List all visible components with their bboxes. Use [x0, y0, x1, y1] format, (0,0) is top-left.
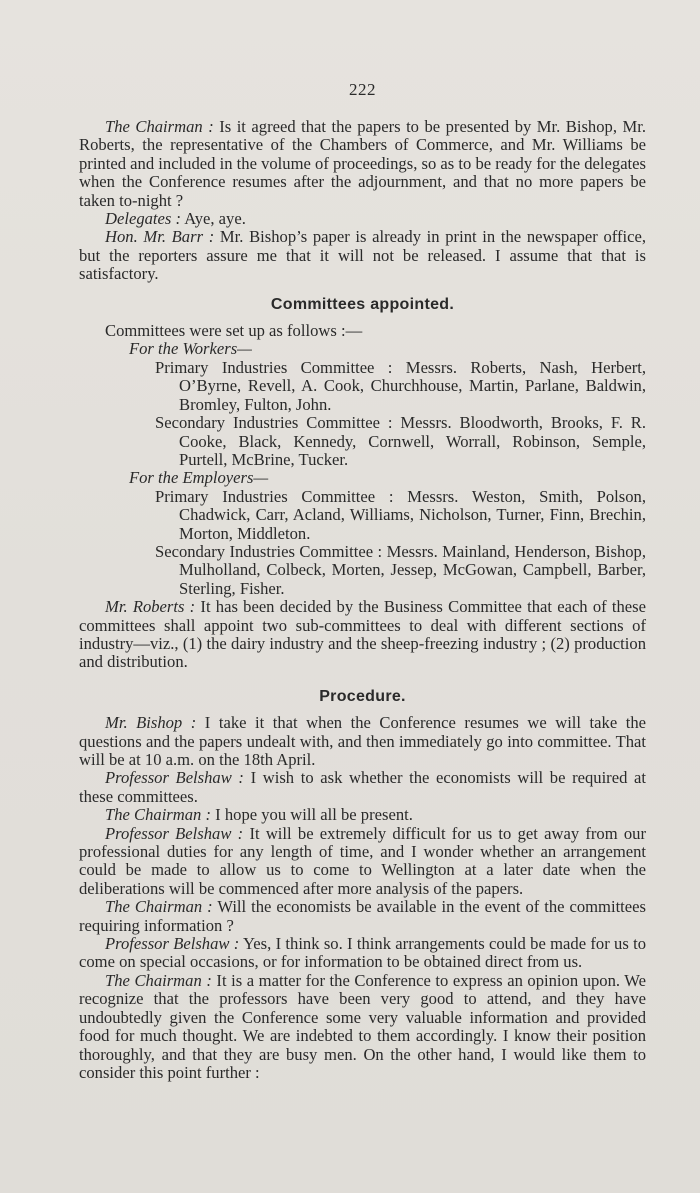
paragraph-chairman-2 — [79, 806, 646, 824]
section-heading-procedure: Procedure. — [319, 687, 406, 705]
page-content — [79, 118, 646, 1082]
speaker: Professor Belshaw : — [105, 823, 244, 843]
page-number: 222 — [349, 80, 376, 99]
employers-primary-committee: Primary Industries Committee : Messrs. Weston, Smith, Polson, Chadwick, Carr, Acland, Williams, Nicholson, Turner, Finn, Brechin, Morton, Middleton. — [155, 486, 646, 543]
paragraph-chairman-1 — [79, 118, 646, 210]
employers-secondary-committee: Secondary Industries Committee : Messrs. Mainland, Henderson, Bishop, Mulholland, Colbeck, Morten, Jessep, McGowan, Campbell, Barber, Sterling, Fisher. — [155, 541, 646, 598]
paragraph-text: It is a matter for the Conference to express an opinion upon. We recognize that the professors have been very good to attend, and they have undoubtedly given the Conference some very valuable information and provided food for much thought. We are indebted to them accordingly. I know their position thoroughly, and that they are busy men. On the other hand, I would like them to consider this point further : — [79, 970, 646, 1082]
workers-secondary-committee: Secondary Industries Committee : Messrs. Bloodworth, Brooks, F. R. Cooke, Black, Kennedy, Cornwell, Worrall, Robinson, Semple, Purtell, McBrine, Tucker. — [155, 413, 646, 469]
paragraph-text: I take it that when the Conference resumes we will take the questions and the papers undealt with, and then immediately go into committee. That will be at 10 a.m. on the 18th April. — [79, 713, 646, 769]
paragraph-belshaw-1 — [79, 769, 646, 806]
paragraph-bishop — [79, 714, 646, 769]
paragraph-chairman-4 — [79, 972, 646, 1082]
paragraph-belshaw-2 — [79, 825, 646, 899]
speaker: Mr. Roberts : — [105, 597, 196, 617]
section-heading-committees: Committees appointed. — [270, 295, 455, 313]
paragraph-chairman-3 — [79, 898, 646, 935]
employers-title: For the Employers— — [129, 468, 269, 488]
speaker: Professor Belshaw : — [105, 768, 244, 788]
committees-intro: Committees were set up as follows :— — [105, 321, 363, 341]
speaker: Hon. Mr. Barr : — [105, 227, 215, 247]
speaker: The Chairman : — [105, 805, 212, 825]
paragraph-text: Mr. Bishop’s paper is already in print in the newspaper office, but the reporters assure me that it will not be released. I assume that that is satisfactory. — [79, 227, 646, 284]
paragraph-text: It will be extremely difficult for us to get away from our professional duties for any length of time, and I wonder whether an arrangement could be made to allow us to come to Wellington at a later date when the deliberations will be commenced after more analysis of the papers. — [79, 823, 646, 898]
paragraph-belshaw-3 — [79, 935, 646, 972]
workers-title: For the Workers— — [129, 339, 252, 359]
speaker: Professor Belshaw : — [105, 934, 240, 954]
speaker: The Chairman : — [105, 970, 212, 990]
paragraph-barr — [79, 228, 646, 283]
workers-primary-committee: Primary Industries Committee : Messrs. Roberts, Nash, Herbert, O’Byrne, Revell, A. Cook, Churchhouse, Martin, Parlane, Baldwin, Bromley, Fulton, John. — [155, 357, 646, 414]
paragraph-text: Is it agreed that the papers to be presented by Mr. Bishop, Mr. Roberts, the representative of the Chambers of Commerce, and Mr. Williams be printed and included in the volume of proceedings, so as to be ready for the delegates when the Conference resumes after the adjournment, and that no more papers be taken to-night ? — [79, 117, 646, 210]
paragraph-text: Yes, I think so. I think arrangements could be made for us to come on special occasions, or for information to be obtained direct from us. — [79, 934, 646, 972]
paragraph-delegates — [79, 210, 646, 228]
speaker: The Chairman : — [105, 897, 213, 917]
paragraph-roberts — [79, 598, 646, 672]
paragraph-text: It has been decided by the Business Committee that each of these committees shall appoint two sub-committees to deal with different sections of industry—viz., (1) the dairy industry and the sheep-freezing industry ; (2) production and distribution. — [79, 597, 646, 672]
paragraph-text: I hope you will all be present. — [211, 805, 413, 825]
speaker: Delegates : — [105, 209, 182, 229]
paragraph-text: I wish to ask whether the economists will be required at these committees. — [79, 768, 646, 806]
speaker: The Chairman : — [105, 117, 214, 136]
paragraph-text: Will the economists be available in the event of the committees requiring information ? — [79, 897, 646, 935]
speaker: Mr. Bishop : — [105, 713, 197, 733]
paragraph-text: Aye, aye. — [181, 209, 246, 229]
